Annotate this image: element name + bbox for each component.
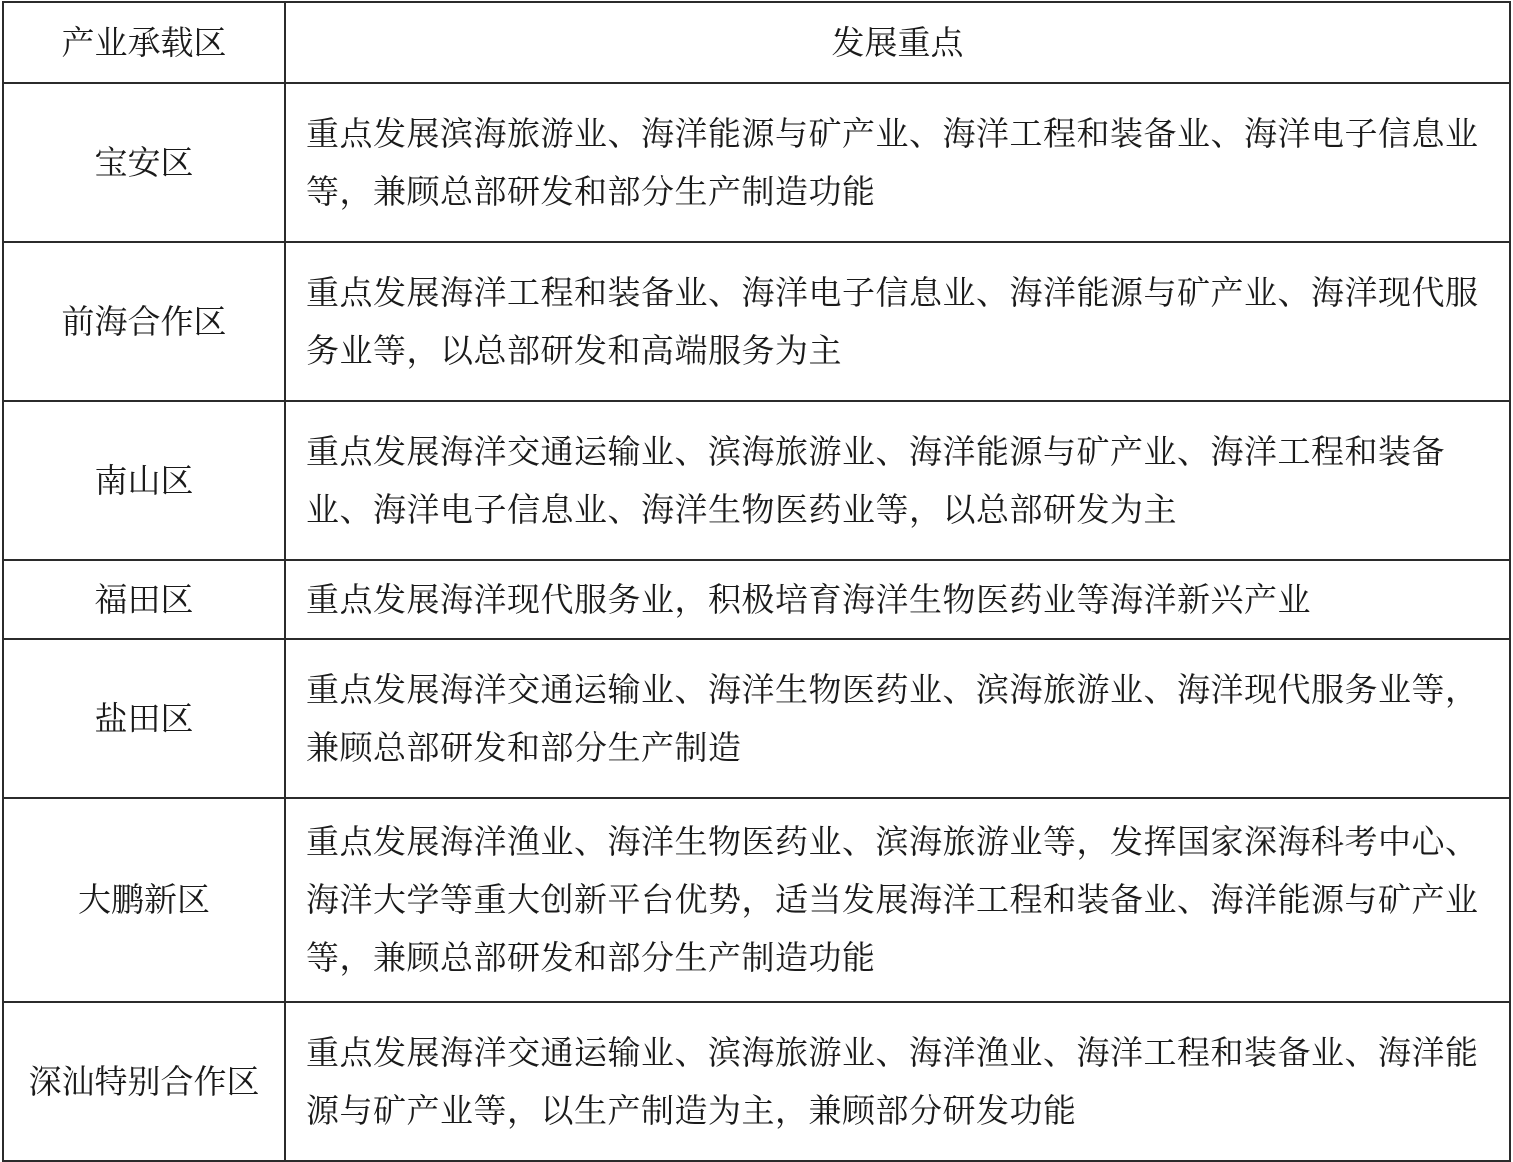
table-row bbox=[3, 1002, 1510, 1161]
table-row bbox=[3, 401, 1510, 560]
area-cell: 大鹏新区 bbox=[3, 798, 285, 1002]
header-row bbox=[3, 2, 1510, 83]
header-area: 产业承载区 bbox=[3, 2, 285, 83]
area-cell: 前海合作区 bbox=[3, 242, 285, 401]
area-cell: 福田区 bbox=[3, 560, 285, 639]
table-row bbox=[3, 639, 1510, 798]
header-focus: 发展重点 bbox=[285, 2, 1510, 83]
table-row bbox=[3, 798, 1510, 1002]
area-cell: 南山区 bbox=[3, 401, 285, 560]
table-row bbox=[3, 560, 1510, 639]
table-row bbox=[3, 242, 1510, 401]
focus-cell: 重点发展海洋交通运输业、滨海旅游业、海洋能源与矿产业、海洋工程和装备业、海洋电子信息业、海洋生物医药业等，以总部研发为主 bbox=[285, 401, 1510, 560]
industry-table bbox=[2, 1, 1511, 1162]
area-cell: 宝安区 bbox=[3, 83, 285, 242]
focus-cell: 重点发展海洋现代服务业，积极培育海洋生物医药业等海洋新兴产业 bbox=[285, 560, 1510, 639]
table-row bbox=[3, 83, 1510, 242]
area-cell: 盐田区 bbox=[3, 639, 285, 798]
focus-cell: 重点发展滨海旅游业、海洋能源与矿产业、海洋工程和装备业、海洋电子信息业等，兼顾总部研发和部分生产制造功能 bbox=[285, 83, 1510, 242]
focus-cell: 重点发展海洋交通运输业、海洋生物医药业、滨海旅游业、海洋现代服务业等，兼顾总部研发和部分生产制造 bbox=[285, 639, 1510, 798]
area-cell: 深汕特别合作区 bbox=[3, 1002, 285, 1161]
focus-cell: 重点发展海洋工程和装备业、海洋电子信息业、海洋能源与矿产业、海洋现代服务业等，以总部研发和高端服务为主 bbox=[285, 242, 1510, 401]
focus-cell: 重点发展海洋渔业、海洋生物医药业、滨海旅游业等，发挥国家深海科考中心、海洋大学等重大创新平台优势，适当发展海洋工程和装备业、海洋能源与矿产业等，兼顾总部研发和部分生产制造功能 bbox=[285, 798, 1510, 1002]
focus-cell: 重点发展海洋交通运输业、滨海旅游业、海洋渔业、海洋工程和装备业、海洋能源与矿产业等，以生产制造为主，兼顾部分研发功能 bbox=[285, 1002, 1510, 1161]
